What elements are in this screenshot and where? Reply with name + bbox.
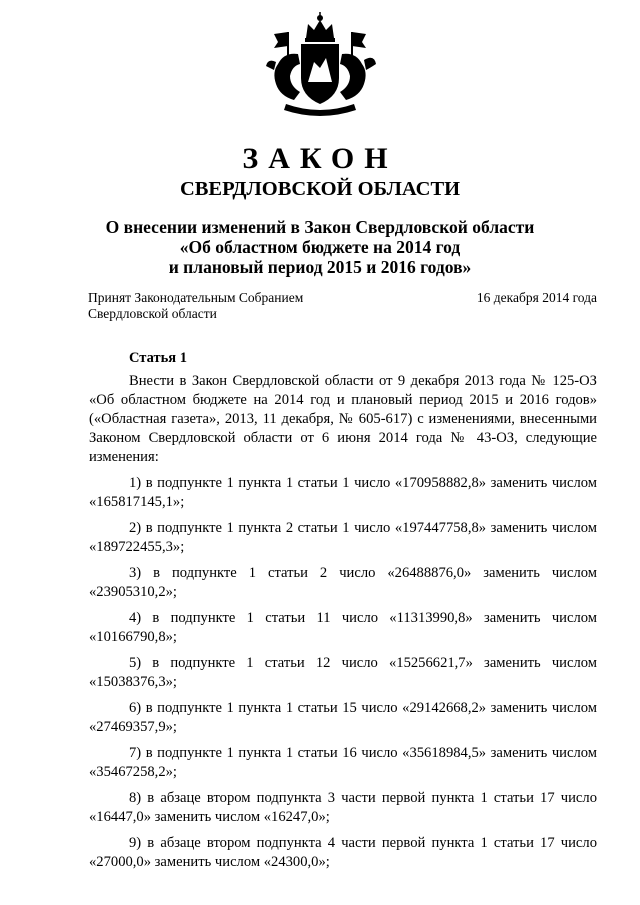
coat-of-arms-icon (258, 12, 382, 122)
law-subject-line: и плановый период 2015 и 2016 годов» (168, 257, 472, 277)
law-subject-line: «Об областном бюджете на 2014 год (179, 237, 461, 257)
amendment-item: 8) в абзаце втором подпункта 3 части первой пункта 1 статьи 17 число «16447,0» заменить числом «16247,0»; (89, 790, 597, 825)
law-region: СВЕРДЛОВСКОЙ ОБЛАСТИ (179, 178, 461, 200)
law-subject (90, 217, 550, 277)
amendment-item: 1) в подпункте 1 пункта 1 статьи 1 число «170958882,8» заменить числом «165817145,1»; (89, 475, 597, 510)
amendment-item: 9) в абзаце втором подпункта 4 части первой пункта 1 статьи 17 число «27000,0» заменить числом «24300,0»; (89, 835, 597, 870)
amendment-item: 4) в подпункте 1 статьи 11 число «11313990,8» заменить числом «10166790,8»; (89, 610, 597, 645)
article-heading: Статья 1 (129, 350, 187, 366)
adoption-line: Свердловской области (88, 306, 217, 321)
article-body (89, 372, 597, 872)
adoption-line: Принят Законодательным Собранием (88, 290, 304, 305)
amendment-item: 3) в подпункте 1 статьи 2 число «26488876,0» заменить числом «23905310,2»; (89, 565, 597, 600)
amendment-item: 2) в подпункте 1 пункта 2 статьи 1 число «197447758,8» заменить числом «189722455,3»; (89, 520, 597, 555)
adoption-date: 16 декабря 2014 года (476, 290, 597, 305)
adoption-note (88, 290, 303, 322)
amendment-item: 5) в подпункте 1 статьи 12 число «15256621,7» заменить числом «15038376,3»; (89, 655, 597, 690)
article-intro: Внести в Закон Свердловской области от 9 декабря 2013 года № 125-ОЗ «Об областном бюджете на 2014 год и плановый период 2015 и 2016 годов» («Областная газета», 2013, 11 декабря, № 605-617) с изменениями, внесенными Законом Свердловской области от 6 июня 2014 года № 43-ОЗ, следующие изменения: (89, 373, 597, 465)
amendment-item: 6) в подпункте 1 пункта 1 статьи 15 число «29142668,2» заменить числом «27469357,9»; (89, 700, 597, 735)
amendment-item: 7) в подпункте 1 пункта 1 статьи 16 число «35618984,5» заменить числом «35467258,2»; (89, 745, 597, 780)
law-subject-line: О внесении изменений в Закон Свердловской области (105, 217, 535, 237)
law-title: ЗАКОН (242, 142, 398, 175)
